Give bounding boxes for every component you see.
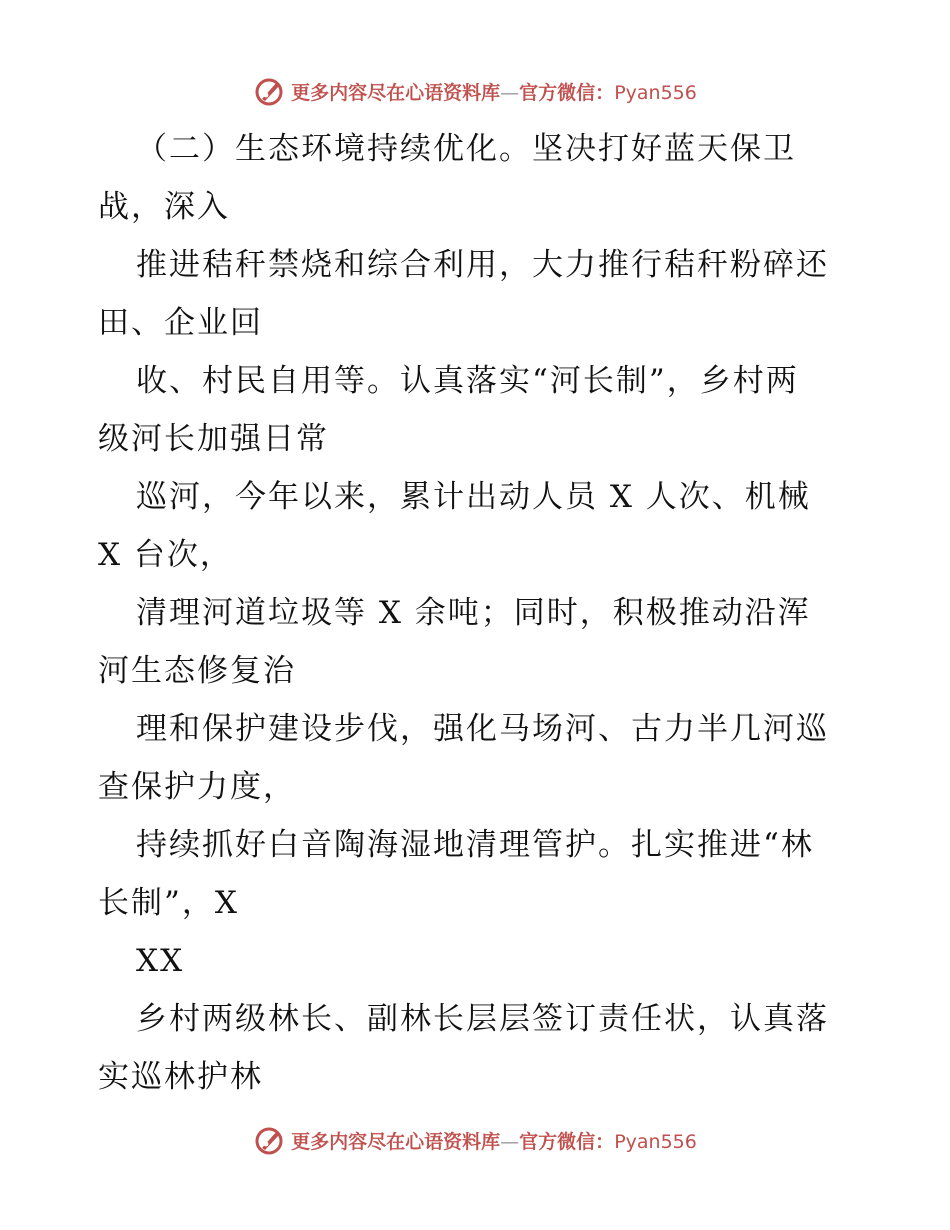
watermark-brand: 更多内容尽在心语资料库 — [291, 81, 501, 104]
body-line: 收、村民自用等。认真落实“河长制”，乡村两 — [136, 363, 799, 399]
watermark-label: 官方微信： — [519, 81, 615, 104]
body-line: 乡村两级林长、副林长层层签订责任状，认真落 — [136, 1001, 829, 1037]
body-line: 级河长加强日常 — [98, 421, 329, 457]
body-line: 清理河道垃圾等 X 余吨；同时，积极推动沿浑 — [136, 595, 811, 631]
quill-logo-icon — [253, 75, 285, 107]
document-body — [98, 120, 868, 1106]
watermark-wechat-id: Pyan556 — [614, 1130, 697, 1153]
body-line: 河生态修复治 — [98, 653, 296, 689]
watermark-dash: — — [500, 1130, 520, 1153]
watermark-text — [291, 1127, 697, 1154]
body-line: 长制”，X — [98, 885, 239, 921]
watermark-wechat-id: Pyan556 — [614, 81, 697, 104]
watermark-dash: — — [500, 81, 520, 104]
quill-logo-icon — [253, 1124, 285, 1156]
body-line: 田、企业回 — [98, 305, 263, 341]
header-watermark — [0, 71, 950, 111]
body-line: （二）生态环境持续优化。坚决打好蓝天保卫 — [136, 131, 796, 167]
body-line: 推进秸秆禁烧和综合利用，大力推行秸秆粉碎还 — [136, 247, 829, 283]
body-line: 持续抓好白音陶海湿地清理管护。扎实推进“林 — [136, 827, 814, 863]
body-line: 实巡林护林 — [98, 1059, 263, 1095]
body-line: 查保护力度， — [98, 769, 296, 805]
footer-watermark — [0, 1120, 950, 1160]
body-line: X 台次， — [98, 537, 233, 573]
body-line: 战，深入 — [98, 189, 230, 225]
watermark-label: 官方微信： — [519, 1130, 615, 1153]
watermark-brand: 更多内容尽在心语资料库 — [291, 1130, 501, 1153]
body-line: 理和保护建设步伐，强化马场河、古力半几河巡 — [136, 711, 829, 747]
watermark-text — [291, 78, 697, 105]
body-line: 巡河，今年以来，累计出动人员 X 人次、机械 — [136, 479, 811, 515]
body-line: XX — [136, 943, 185, 979]
